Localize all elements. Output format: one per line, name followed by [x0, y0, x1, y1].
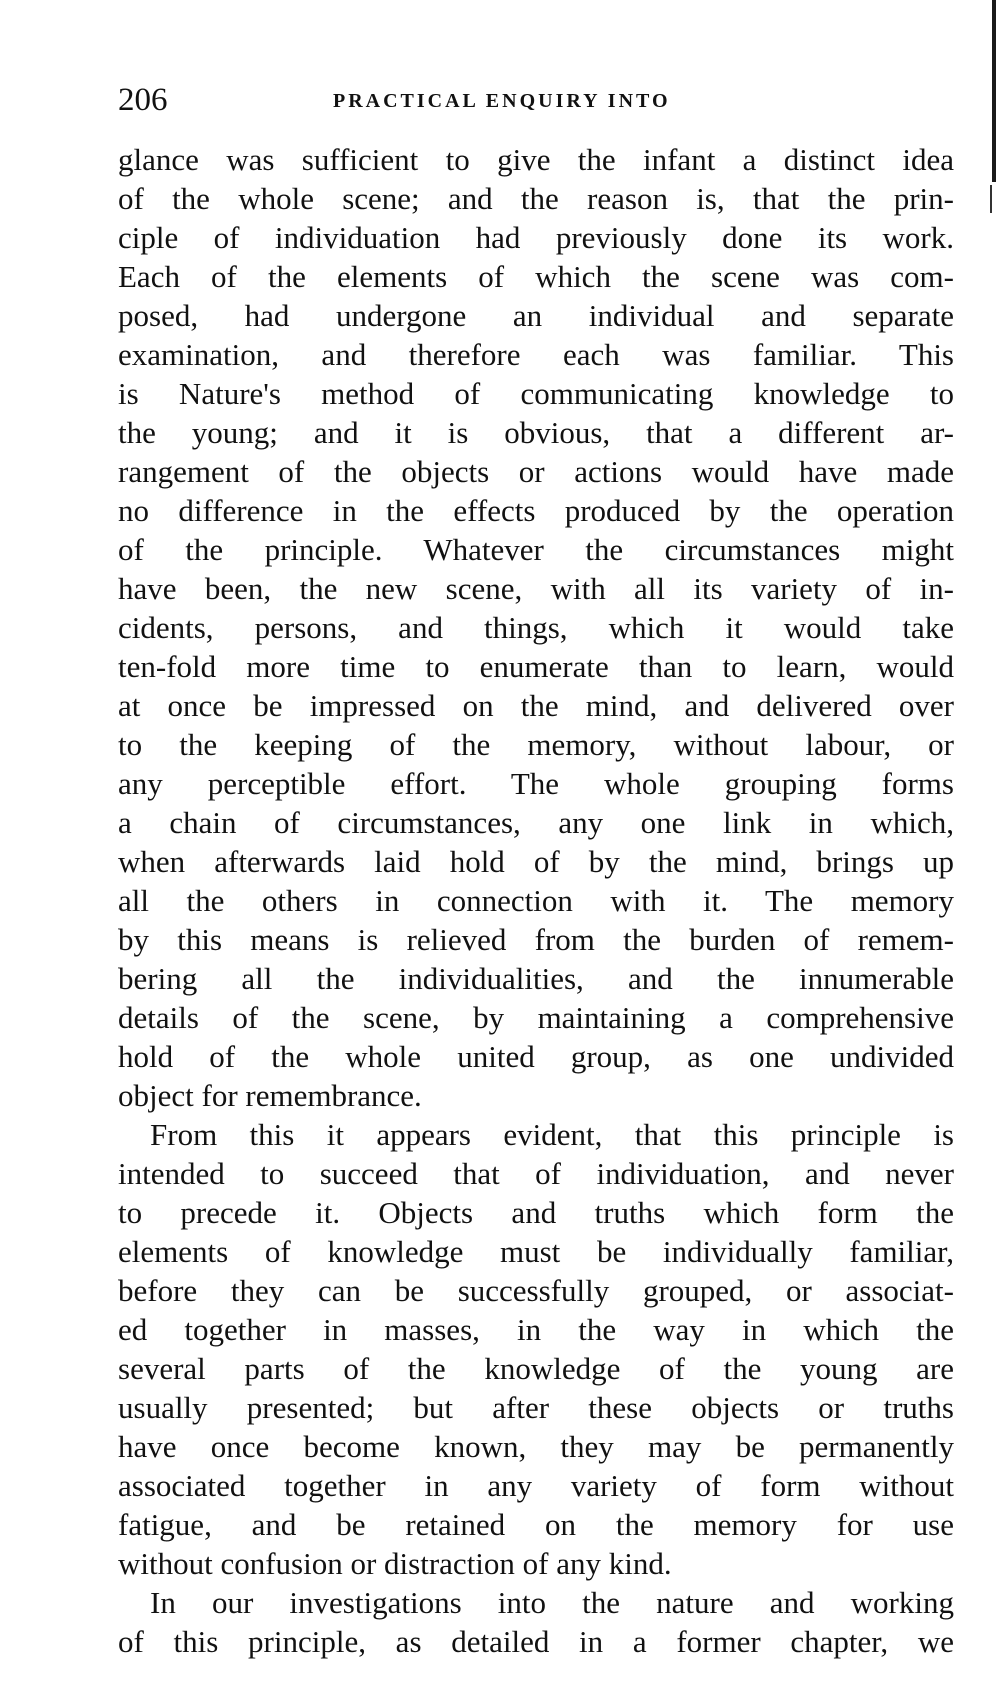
text-line: In our investigations into the nature and working	[150, 1585, 954, 1620]
text-line: hold of the whole united group, as one undivided	[118, 1039, 954, 1074]
text-line: object for remembrance.	[118, 1078, 422, 1113]
text-line: usually presented; but after these objects or truths	[118, 1390, 954, 1425]
running-head: PRACTICAL ENQUIRY INTO	[333, 90, 671, 112]
text-line: ed together in masses, in the way in which the	[118, 1312, 954, 1347]
text-line: of the principle. Whatever the circumstances might	[118, 532, 954, 567]
text-line: of this principle, as detailed in a former chapter, we	[118, 1624, 954, 1659]
page-edge-rule	[992, 0, 996, 182]
text-line: when afterwards laid hold of by the mind, brings up	[118, 844, 954, 879]
text-line: have been, the new scene, with all its variety of in-	[118, 571, 954, 606]
text-line: several parts of the knowledge of the young are	[118, 1351, 954, 1386]
text-line: no difference in the effects produced by the operation	[118, 493, 954, 528]
text-line: fatigue, and be retained on the memory for use	[118, 1507, 954, 1542]
text-line: Each of the elements of which the scene was com-	[118, 259, 954, 294]
text-line: details of the scene, by maintaining a comprehensive	[118, 1000, 954, 1035]
text-line: before they can be successfully grouped, or associat-	[118, 1273, 954, 1308]
text-line: posed, had undergone an individual and separate	[118, 298, 954, 333]
text-line: a chain of circumstances, any one link in which,	[118, 805, 954, 840]
text-line: glance was sufficient to give the infant a distinct idea	[118, 142, 954, 177]
text-line: to the keeping of the memory, without labour, or	[118, 727, 954, 762]
text-line: of the whole scene; and the reason is, that the prin-	[118, 181, 954, 216]
text-line: to precede it. Objects and truths which form the	[118, 1195, 954, 1230]
page-header	[118, 80, 918, 120]
text-line: cidents, persons, and things, which it would take	[118, 610, 954, 645]
text-line: rangement of the objects or actions would have made	[118, 454, 954, 489]
body-text	[118, 140, 954, 1661]
text-line: From this it appears evident, that this principle is	[150, 1117, 954, 1152]
text-line: ciple of individuation had previously done its work.	[118, 220, 954, 255]
text-line: by this means is relieved from the burden of remem-	[118, 922, 954, 957]
page-edge-mark	[990, 185, 992, 213]
text-line: is Nature's method of communicating knowledge to	[118, 376, 954, 411]
text-line: intended to succeed that of individuation, and never	[118, 1156, 954, 1191]
text-line: at once be impressed on the mind, and delivered over	[118, 688, 954, 723]
text-line: all the others in connection with it. The memory	[118, 883, 954, 918]
text-line: ten-fold more time to enumerate than to learn, would	[118, 649, 954, 684]
text-line: examination, and therefore each was familiar. This	[118, 337, 954, 372]
text-line: without confusion or distraction of any kind.	[118, 1546, 672, 1581]
page-number: 206	[118, 82, 168, 118]
text-line: the young; and it is obvious, that a different ar-	[118, 415, 954, 450]
text-line: any perceptible effort. The whole grouping forms	[118, 766, 954, 801]
text-line: have once become known, they may be permanently	[118, 1429, 954, 1464]
text-line: associated together in any variety of form without	[118, 1468, 954, 1503]
text-line: elements of knowledge must be individually familiar,	[118, 1234, 954, 1269]
text-line: bering all the individualities, and the innumerable	[118, 961, 954, 996]
